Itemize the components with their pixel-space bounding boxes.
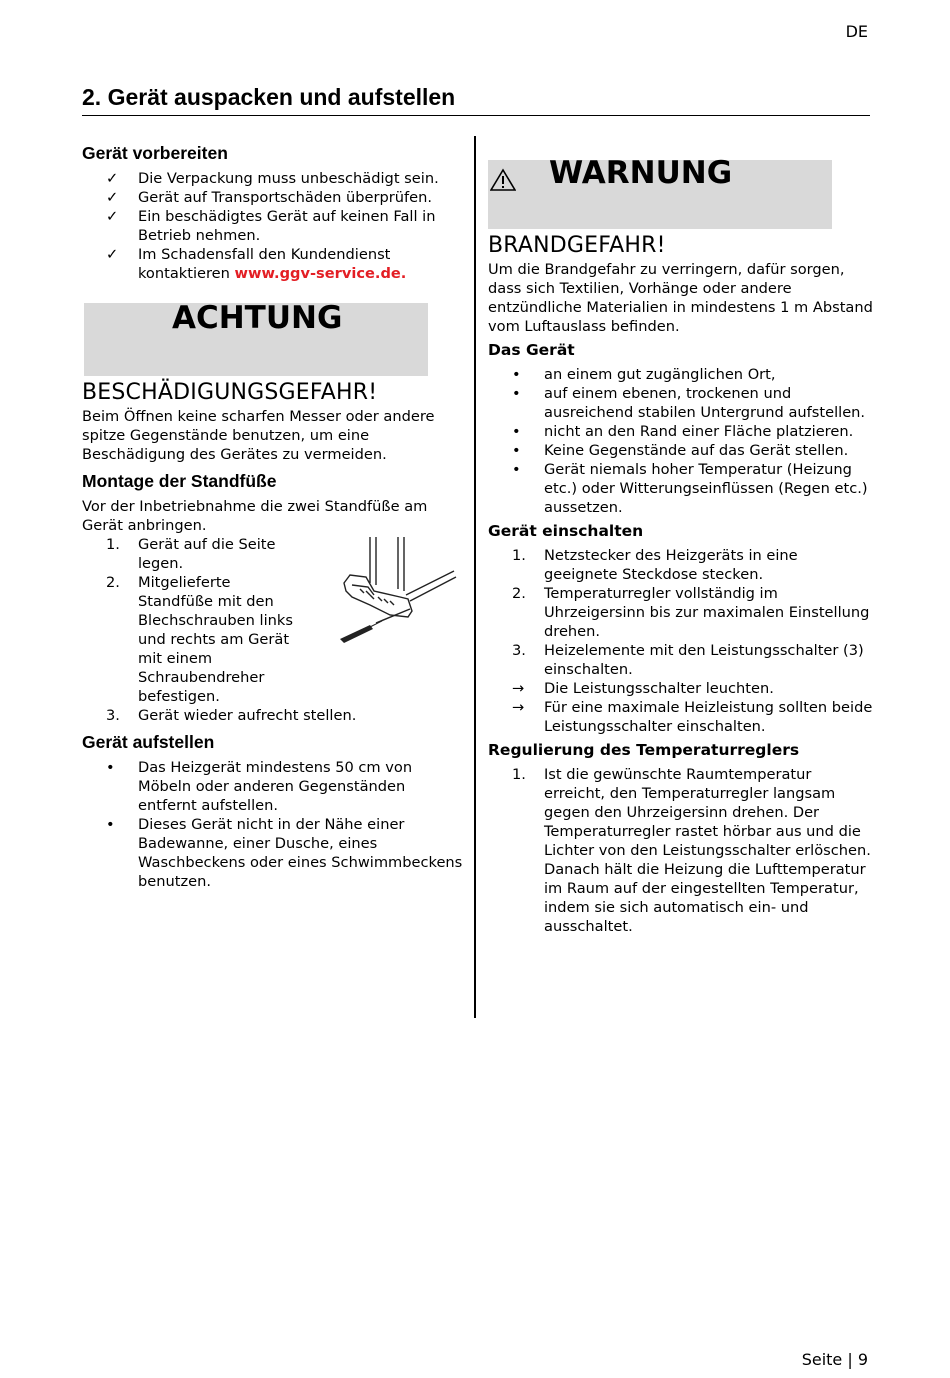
arrow-right-icon: →: [512, 680, 525, 697]
list-item-text: Ein beschädigtes Gerät auf keinen Fall in Betrieb nehmen.: [138, 208, 436, 244]
bullet-icon: •: [106, 816, 115, 833]
list-item-text: Mitgelieferte Standfüße mit den Blechschrauben links und rechts am Gerät mit einem Schraubendreher befestigen.: [138, 574, 293, 705]
list-item: [488, 384, 873, 422]
check-icon: ✓: [106, 189, 119, 206]
list-item: [488, 441, 873, 460]
bullet-icon: •: [512, 442, 521, 459]
list-item-text: Für eine maximale Heizleistung sollten beide Leistungsschalter einschalten.: [544, 699, 873, 735]
list-item: [82, 188, 464, 207]
list-item: [488, 546, 873, 584]
list-item: [488, 641, 873, 679]
list-item-text: Gerät auf Transportschäden überprüfen.: [138, 189, 432, 206]
arrow-right-icon: →: [512, 699, 525, 716]
list-item-text: Heizelemente mit den Leistungsschalter (3) einschalten.: [544, 642, 864, 678]
list-item: [82, 535, 293, 573]
step-number: 3.: [512, 642, 526, 659]
bullet-icon: •: [512, 366, 521, 383]
step-number: 1.: [106, 536, 120, 553]
check-icon: ✓: [106, 170, 119, 187]
feet-intro: Vor der Inbetriebnahme die zwei Standfüße am Gerät anbringen.: [82, 498, 428, 534]
check-icon: ✓: [106, 246, 119, 263]
list-item-text: Die Leistungsschalter leuchten.: [544, 680, 774, 697]
right-column: [488, 155, 873, 936]
step-number: 2.: [512, 585, 526, 602]
list-item: [82, 706, 464, 725]
list-item: [488, 365, 873, 384]
list-item-text: Das Heizgerät mindestens 50 cm von Möbeln oder anderen Gegenständen entfernt aufstellen.: [138, 759, 413, 814]
step-number: 1.: [512, 547, 526, 564]
hazard-title-fire: BRANDGEFAHR!: [488, 233, 666, 258]
section-title-feet: Montage der Standfüße: [82, 471, 277, 491]
section-title-device: Das Gerät: [488, 341, 575, 359]
list-item: [82, 815, 464, 891]
list-item: [488, 765, 873, 936]
list-item-text: Gerät wieder aufrecht stellen.: [138, 707, 357, 724]
list-item: [488, 698, 873, 736]
setup-list: [82, 758, 464, 891]
section-title-regulate: Regulierung des Temperaturreglers: [488, 741, 800, 759]
step-number: 1.: [512, 766, 526, 783]
list-item: [82, 169, 464, 188]
feet-steps-wrap: [82, 535, 464, 725]
warnung-label: WARNUNG: [549, 155, 733, 191]
section-title-setup: Gerät aufstellen: [82, 732, 215, 752]
step-number: 2.: [106, 574, 120, 591]
warning-triangle-icon: [490, 168, 516, 192]
section-title-prepare: Gerät vorbereiten: [82, 143, 228, 163]
list-item-text: Netzstecker des Heizgeräts in eine geeignete Steckdose stecken.: [544, 547, 798, 583]
device-list: [488, 365, 873, 517]
bullet-icon: •: [106, 759, 115, 776]
list-item: [488, 460, 873, 517]
section-title-power-on: Gerät einschalten: [488, 522, 644, 540]
column-divider: [474, 136, 476, 1018]
chapter-title: 2. Gerät auspacken und aufstellen: [82, 84, 870, 116]
list-item-text: Keine Gegenstände auf das Gerät stellen.: [544, 442, 849, 459]
list-item-text: auf einem ebenen, trockenen und ausreichend stabilen Untergrund aufstellen.: [544, 385, 866, 421]
checklist-prepare: [82, 169, 464, 283]
regulate-steps: [488, 765, 873, 936]
hazard-title-damage: BESCHÄDIGUNGSGEFAHR!: [82, 380, 378, 405]
step-number: 3.: [106, 707, 120, 724]
hazard-text-damage: Beim Öffnen keine scharfen Messer oder andere spitze Gegenstände benutzen, um eine Beschädigung des Gerätes zu vermeiden.: [82, 408, 435, 463]
language-code: DE: [845, 22, 868, 41]
bullet-icon: •: [512, 385, 521, 402]
list-item: [488, 422, 873, 441]
left-column: [82, 142, 464, 891]
list-item: [82, 758, 464, 815]
list-item-text: Ist die gewünschte Raumtemperatur erreicht, den Temperaturregler langsam gegen den Uhrzeigersinn drehen. Der Temperaturregler rastet hörbar aus und die Lichter von den Leistungsschalter erlöschen. Danach hält die Heizung die Lufttemperatur im Raum auf der eingestellten Temperatur, indem sie sich automatisch ein- und ausschaltet.: [544, 766, 871, 935]
page-number: Seite | 9: [801, 1350, 868, 1369]
bullet-icon: •: [512, 423, 521, 440]
achtung-notice: [84, 300, 428, 376]
list-item: [82, 573, 298, 706]
list-item-text: Im Schadensfall den Kundendienst kontaktieren: [138, 246, 391, 282]
list-item: [488, 584, 873, 641]
warnung-notice: [488, 155, 832, 229]
power-on-steps: [488, 546, 873, 736]
foot-mounting-illustration: [330, 535, 460, 665]
list-item-text: Gerät auf die Seite legen.: [138, 536, 276, 572]
list-item-text: Temperaturregler vollständig im Uhrzeigersinn bis zur maximalen Einstellung drehen.: [544, 585, 870, 640]
list-item-text: Dieses Gerät nicht in der Nähe einer Badewanne, einer Dusche, eines Waschbeckens oder eines Schwimmbeckens benutzen.: [138, 816, 463, 890]
service-link[interactable]: www.ggv-service.de.: [234, 265, 407, 282]
bullet-icon: •: [512, 461, 521, 478]
list-item-text: an einem gut zugänglichen Ort,: [544, 366, 776, 383]
list-item: [82, 207, 464, 245]
hazard-text-fire: Um die Brandgefahr zu verringern, dafür sorgen, dass sich Textilien, Vorhänge oder andere entzündliche Materialien in mindestens 1 m Abstand vom Luftauslass befinden.: [488, 261, 873, 335]
list-item: [488, 679, 873, 698]
achtung-label: ACHTUNG: [172, 300, 343, 336]
list-item: [82, 245, 464, 283]
check-icon: ✓: [106, 208, 119, 225]
list-item-text: Gerät niemals hoher Temperatur (Heizung etc.) oder Witterungseinflüssen (Regen etc.) aussetzen.: [544, 461, 868, 516]
list-item-text: nicht an den Rand einer Fläche platzieren.: [544, 423, 854, 440]
list-item-text: Die Verpackung muss unbeschädigt sein.: [138, 170, 439, 187]
